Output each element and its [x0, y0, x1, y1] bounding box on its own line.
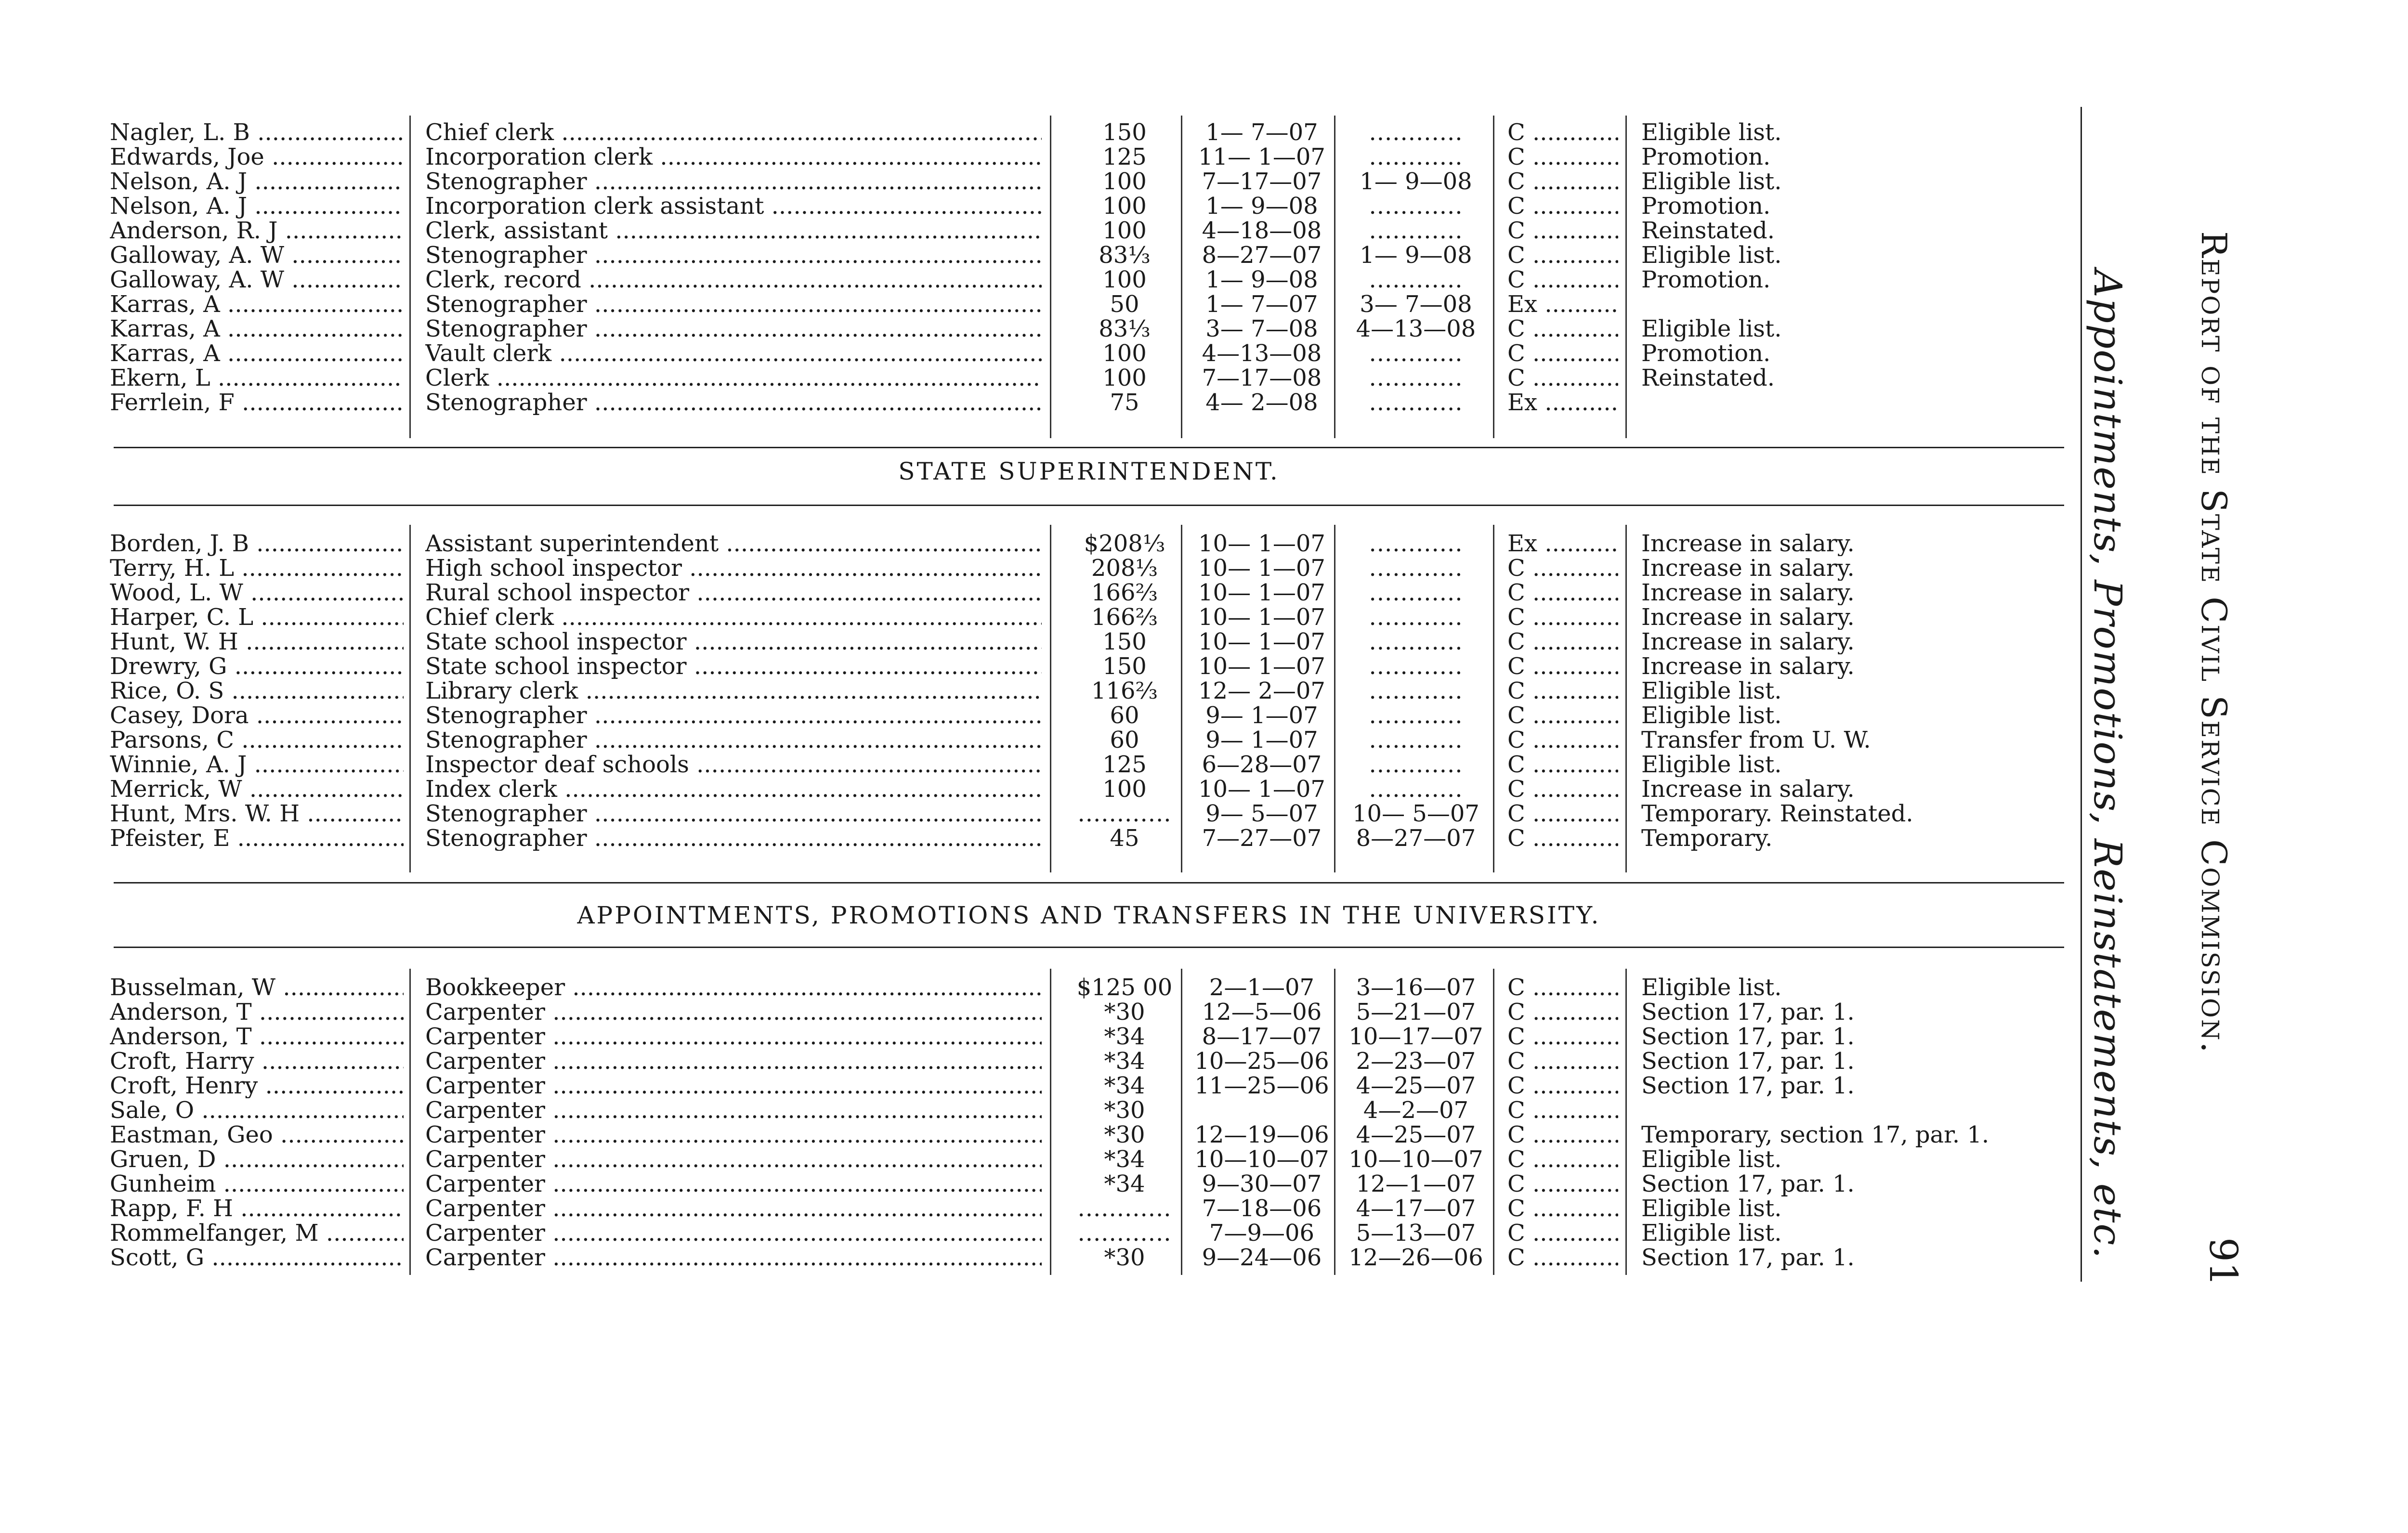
end-date	[1344, 581, 1488, 605]
salary-value: 166⅔	[1091, 605, 1158, 630]
remarks-text: Increase in salary.	[1641, 654, 1855, 679]
column-separator	[1625, 116, 1627, 438]
salary-value: 83⅓	[1099, 317, 1151, 341]
remarks-text: Increase in salary.	[1641, 581, 1855, 605]
remarks-text: Eligible list.	[1641, 679, 1782, 703]
effective-date: 7—17—07	[1202, 169, 1322, 194]
column-separator	[1334, 969, 1335, 1275]
effective-date: 11— 1—07	[1198, 145, 1325, 169]
end-date	[1344, 532, 1488, 556]
position-title: Carpenter .....	[425, 1025, 1042, 1049]
status-code: C .....	[1507, 145, 1618, 169]
remarks-text: Section 17, par. 1.	[1641, 1246, 1855, 1270]
position-title: Incorporation clerk assistant .....	[425, 194, 1042, 219]
employee-name: Galloway, A. W .....	[110, 243, 404, 268]
end-date	[1344, 366, 1488, 390]
column-separator	[1493, 525, 1494, 872]
remarks-text: Eligible list.	[1641, 1196, 1782, 1221]
status-code: Ex .....	[1507, 390, 1618, 415]
end-date: 1— 9—08	[1360, 243, 1472, 268]
employee-name: Borden, J. B .....	[110, 532, 404, 556]
remarks-text: Temporary, section 17, par. 1.	[1641, 1123, 1989, 1147]
end-date: 12—26—06	[1348, 1246, 1483, 1270]
status-code: C .....	[1507, 120, 1618, 145]
status-code: C .....	[1507, 169, 1618, 194]
employee-name: Anderson, R. J .....	[110, 219, 404, 243]
position-title: Library clerk .....	[425, 679, 1042, 703]
remarks-text: Promotion.	[1641, 194, 1771, 219]
end-date	[1344, 703, 1488, 728]
status-code: C .....	[1507, 1074, 1618, 1098]
effective-date: 1— 7—07	[1205, 292, 1318, 317]
column-separator	[1050, 525, 1051, 872]
column-separator	[1334, 525, 1335, 872]
end-date: 4—17—07	[1356, 1196, 1476, 1221]
remarks-text: Increase in salary.	[1641, 630, 1855, 654]
end-date	[1344, 219, 1488, 243]
remarks-text: Section 17, par. 1.	[1641, 1074, 1855, 1098]
salary-value: *30	[1104, 1000, 1145, 1025]
salary-value: 125	[1102, 145, 1147, 169]
employee-name: Karras, A .....	[110, 292, 404, 317]
remarks-text: Temporary. Reinstated.	[1641, 802, 1913, 826]
employee-name: Anderson, T .....	[110, 1025, 404, 1049]
remarks-text: Section 17, par. 1.	[1641, 1025, 1855, 1049]
position-title: Stenographer .....	[425, 292, 1042, 317]
status-code: C .....	[1507, 366, 1618, 390]
salary-value: 45	[1110, 826, 1139, 851]
employee-name: Parsons, C .....	[110, 728, 404, 753]
employee-name: Karras, A .....	[110, 341, 404, 366]
divider	[114, 947, 2064, 948]
end-date	[1344, 679, 1488, 703]
effective-date: 9—30—07	[1202, 1172, 1322, 1196]
employee-name: Galloway, A. W .....	[110, 268, 404, 292]
status-code: C .....	[1507, 703, 1618, 728]
remarks-text: Eligible list.	[1641, 703, 1782, 728]
status-code: C .....	[1507, 1196, 1618, 1221]
employee-name: Sale, O .....	[110, 1098, 404, 1123]
employee-name: Eastman, Geo .....	[110, 1123, 404, 1147]
effective-date: 7—17—08	[1202, 366, 1322, 390]
status-code: C .....	[1507, 556, 1618, 581]
effective-date: 7—18—06	[1202, 1196, 1322, 1221]
position-title: State school inspector .....	[425, 630, 1042, 654]
status-code: C .....	[1507, 1147, 1618, 1172]
column-separator	[1625, 525, 1627, 872]
effective-date: 1— 9—08	[1205, 194, 1318, 219]
effective-date: 10— 1—07	[1198, 605, 1325, 630]
end-date	[1344, 390, 1488, 415]
remarks-text: Eligible list.	[1641, 1147, 1782, 1172]
remarks-text: Reinstated.	[1641, 219, 1775, 243]
effective-date: 9— 5—07	[1205, 802, 1318, 826]
position-title: Chief clerk .....	[425, 605, 1042, 630]
remarks-text: Eligible list.	[1641, 317, 1782, 341]
salary-value: 100	[1102, 341, 1147, 366]
effective-date: 12—5—06	[1202, 1000, 1322, 1025]
status-code: C .....	[1507, 581, 1618, 605]
employee-name: Winnie, A. J .....	[110, 753, 404, 777]
end-date	[1344, 341, 1488, 366]
position-title: Carpenter .....	[425, 1123, 1042, 1147]
position-title: Carpenter .....	[425, 1196, 1042, 1221]
status-code: C .....	[1507, 1098, 1618, 1123]
effective-date: 1— 7—07	[1205, 120, 1318, 145]
position-title: State school inspector .....	[425, 654, 1042, 679]
effective-date: 10— 1—07	[1198, 581, 1325, 605]
employee-name: Hunt, Mrs. W. H .....	[110, 802, 404, 826]
status-code: C .....	[1507, 1221, 1618, 1246]
remarks-text: Section 17, par. 1.	[1641, 1000, 1855, 1025]
effective-date: 9— 1—07	[1205, 703, 1318, 728]
salary-value: 150	[1102, 120, 1147, 145]
page-edge-rule	[2081, 107, 2082, 1282]
column-separator	[1334, 116, 1335, 438]
end-date: 4—25—07	[1356, 1074, 1476, 1098]
remarks-text: Eligible list.	[1641, 1221, 1782, 1246]
salary-value: 100	[1102, 169, 1147, 194]
employee-name: Croft, Harry .....	[110, 1049, 404, 1074]
status-code: C .....	[1507, 194, 1618, 219]
salary-value: 60	[1110, 703, 1139, 728]
employee-name: Pfeister, E .....	[110, 826, 404, 851]
end-date: 2—23—07	[1356, 1049, 1476, 1074]
end-date: 3—16—07	[1356, 975, 1476, 1000]
remarks-text: Section 17, par. 1.	[1641, 1172, 1855, 1196]
effective-date: 10—25—06	[1194, 1049, 1329, 1074]
status-code: C .....	[1507, 777, 1618, 802]
employee-name: Merrick, W .....	[110, 777, 404, 802]
employee-name: Wood, L. W .....	[110, 581, 404, 605]
employee-name: Ferrlein, F .....	[110, 390, 404, 415]
remarks-text: Eligible list.	[1641, 120, 1782, 145]
employee-name: Terry, H. L .....	[110, 556, 404, 581]
position-title: Carpenter .....	[425, 1074, 1042, 1098]
remarks-text: Transfer from U. W.	[1641, 728, 1871, 753]
position-title: Vault clerk .....	[425, 341, 1042, 366]
end-date: 1— 9—08	[1360, 169, 1472, 194]
position-title: Incorporation clerk .....	[425, 145, 1042, 169]
section-title: APPOINTMENTS, PROMOTIONS AND TRANSFERS IN THE UNIVERSITY.	[577, 901, 1601, 929]
effective-date: 8—17—07	[1202, 1025, 1322, 1049]
effective-date: 4—13—08	[1202, 341, 1322, 366]
effective-date: 11—25—06	[1194, 1074, 1329, 1098]
end-date	[1344, 194, 1488, 219]
remarks-text: Promotion.	[1641, 145, 1771, 169]
end-date	[1344, 654, 1488, 679]
remarks-text: Increase in salary.	[1641, 777, 1855, 802]
end-date: 4—13—08	[1356, 317, 1476, 341]
effective-date: 12—19—06	[1194, 1123, 1329, 1147]
end-date: 10—17—07	[1348, 1025, 1483, 1049]
salary-value: *34	[1104, 1147, 1145, 1172]
salary-value: 100	[1102, 366, 1147, 390]
effective-date: 4—18—08	[1202, 219, 1322, 243]
employee-name: Hunt, W. H .....	[110, 630, 404, 654]
divider	[114, 447, 2064, 448]
effective-date: 6—28—07	[1202, 753, 1322, 777]
divider	[114, 882, 2064, 883]
status-code: C .....	[1507, 1246, 1618, 1270]
employee-name: Rapp, F. H .....	[110, 1196, 404, 1221]
employee-name: Nagler, L. B .....	[110, 120, 404, 145]
employee-name: Rommelfanger, M .....	[110, 1221, 404, 1246]
status-code: C .....	[1507, 243, 1618, 268]
status-code: C .....	[1507, 679, 1618, 703]
remarks-text: Increase in salary.	[1641, 532, 1855, 556]
effective-date: 2—1—07	[1209, 975, 1315, 1000]
position-title: Inspector deaf schools .....	[425, 753, 1042, 777]
status-code: C .....	[1507, 802, 1618, 826]
salary-value: $208⅓	[1084, 532, 1165, 556]
salary-value: 125	[1102, 753, 1147, 777]
end-date: 5—13—07	[1356, 1221, 1476, 1246]
employee-name: Gunheim .....	[110, 1172, 404, 1196]
column-separator	[1050, 116, 1051, 438]
end-date	[1344, 268, 1488, 292]
position-title: Stenographer .....	[425, 390, 1042, 415]
remarks-text: Eligible list.	[1641, 169, 1782, 194]
remarks-text: Section 17, par. 1.	[1641, 1049, 1855, 1074]
end-date	[1344, 556, 1488, 581]
end-date: 10— 5—07	[1352, 802, 1479, 826]
salary-value: *30	[1104, 1123, 1145, 1147]
remarks-text: Eligible list.	[1641, 753, 1782, 777]
employee-name: Nelson, A. J .....	[110, 194, 404, 219]
position-title: Stenographer .....	[425, 728, 1042, 753]
end-date	[1344, 145, 1488, 169]
position-title: Assistant superintendent .....	[425, 532, 1042, 556]
salary-value: *34	[1104, 1172, 1145, 1196]
status-code: C .....	[1507, 1000, 1618, 1025]
position-title: Clerk, record .....	[425, 268, 1042, 292]
status-code: C .....	[1507, 219, 1618, 243]
status-code: C .....	[1507, 1025, 1618, 1049]
position-title: High school inspector .....	[425, 556, 1042, 581]
status-code: C .....	[1507, 975, 1618, 1000]
salary-value: *30	[1104, 1246, 1145, 1270]
salary-value: $125 00	[1076, 975, 1173, 1000]
end-date	[1344, 630, 1488, 654]
end-date: 4—2—07	[1363, 1098, 1469, 1123]
employee-name: Anderson, T .....	[110, 1000, 404, 1025]
employee-name: Karras, A .....	[110, 317, 404, 341]
position-title: Chief clerk .....	[425, 120, 1042, 145]
salary-value: *30	[1104, 1098, 1145, 1123]
position-title: Carpenter .....	[425, 1049, 1042, 1074]
salary-value: *34	[1104, 1025, 1145, 1049]
salary-value	[1060, 802, 1190, 826]
column-separator	[1493, 969, 1494, 1275]
end-date	[1344, 605, 1488, 630]
effective-date: 12— 2—07	[1198, 679, 1325, 703]
salary-value: 116⅔	[1091, 679, 1158, 703]
status-code: C .....	[1507, 728, 1618, 753]
end-date: 12—1—07	[1356, 1172, 1476, 1196]
employee-name: Rice, O. S .....	[110, 679, 404, 703]
effective-date: 10— 1—07	[1198, 532, 1325, 556]
salary-value: 100	[1102, 219, 1147, 243]
remarks-text: Promotion.	[1641, 268, 1771, 292]
salary-value: 83⅓	[1099, 243, 1151, 268]
page-subtitle: Appointments, Promotions, Reinstatements, etc.	[2085, 270, 2130, 1260]
section-title: STATE SUPERINTENDENT.	[898, 457, 1280, 485]
employee-name: Gruen, D .....	[110, 1147, 404, 1172]
effective-date: 10— 1—07	[1198, 654, 1325, 679]
position-title: Clerk .....	[425, 366, 1042, 390]
position-title: Carpenter .....	[425, 1246, 1042, 1270]
column-separator	[1493, 116, 1494, 438]
position-title: Clerk, assistant .....	[425, 219, 1042, 243]
status-code: C .....	[1507, 1049, 1618, 1074]
employee-name: Busselman, W .....	[110, 975, 404, 1000]
effective-date: 9—24—06	[1202, 1246, 1322, 1270]
end-date: 8—27—07	[1356, 826, 1476, 851]
position-title: Stenographer .....	[425, 243, 1042, 268]
employee-name: Nelson, A. J .....	[110, 169, 404, 194]
column-separator	[409, 525, 411, 872]
salary-value: 75	[1110, 390, 1139, 415]
employee-name: Edwards, Joe .....	[110, 145, 404, 169]
effective-date: 10— 1—07	[1198, 777, 1325, 802]
salary-value: 208⅓	[1091, 556, 1158, 581]
status-code: C .....	[1507, 1123, 1618, 1147]
employee-name: Scott, G .....	[110, 1246, 404, 1270]
effective-date: 10—10—07	[1194, 1147, 1329, 1172]
remarks-text: Promotion.	[1641, 341, 1771, 366]
column-separator	[1625, 969, 1627, 1275]
position-title: Carpenter .....	[425, 1172, 1042, 1196]
position-title: Stenographer .....	[425, 703, 1042, 728]
salary-value: 50	[1110, 292, 1139, 317]
remarks-text: Reinstated.	[1641, 366, 1775, 390]
status-code: C .....	[1507, 826, 1618, 851]
effective-date: 8—27—07	[1202, 243, 1322, 268]
salary-value: 150	[1102, 654, 1147, 679]
status-code: C .....	[1507, 1172, 1618, 1196]
end-date: 5—21—07	[1356, 1000, 1476, 1025]
end-date: 10—10—07	[1348, 1147, 1483, 1172]
remarks-text: Eligible list.	[1641, 975, 1782, 1000]
end-date	[1344, 753, 1488, 777]
remarks-text: Increase in salary.	[1641, 605, 1855, 630]
salary-value: 60	[1110, 728, 1139, 753]
remarks-text: Increase in salary.	[1641, 556, 1855, 581]
report-title: Report of the State Civil Service Commission.	[2194, 231, 2234, 1054]
position-title: Carpenter .....	[425, 1147, 1042, 1172]
employee-name: Drewry, G .....	[110, 654, 404, 679]
page-number: 91	[2201, 1237, 2246, 1286]
column-separator	[1050, 969, 1051, 1275]
salary-value: *34	[1104, 1074, 1145, 1098]
position-title: Stenographer .....	[425, 169, 1042, 194]
column-separator	[409, 116, 411, 438]
end-date	[1344, 728, 1488, 753]
effective-date: 7—9—06	[1209, 1221, 1315, 1246]
divider	[114, 505, 2064, 506]
status-code: Ex .....	[1507, 532, 1618, 556]
effective-date: 1— 9—08	[1205, 268, 1318, 292]
status-code: C .....	[1507, 605, 1618, 630]
employee-name: Casey, Dora .....	[110, 703, 404, 728]
salary-value: 100	[1102, 194, 1147, 219]
position-title: Stenographer .....	[425, 317, 1042, 341]
effective-date: 10— 1—07	[1198, 630, 1325, 654]
status-code: C .....	[1507, 753, 1618, 777]
salary-value	[1060, 1196, 1190, 1221]
employee-name: Harper, C. L .....	[110, 605, 404, 630]
status-code: Ex .....	[1507, 292, 1618, 317]
salary-value	[1060, 1221, 1190, 1246]
position-title: Carpenter .....	[425, 1000, 1042, 1025]
remarks-text: Eligible list.	[1641, 243, 1782, 268]
position-title: Index clerk .....	[425, 777, 1042, 802]
end-date: 3— 7—08	[1360, 292, 1472, 317]
position-title: Carpenter .....	[425, 1221, 1042, 1246]
position-title: Rural school inspector .....	[425, 581, 1042, 605]
employee-name: Croft, Henry .....	[110, 1074, 404, 1098]
salary-value: *34	[1104, 1049, 1145, 1074]
salary-value: 100	[1102, 268, 1147, 292]
effective-date: 10— 1—07	[1198, 556, 1325, 581]
effective-date: 7—27—07	[1202, 826, 1322, 851]
end-date	[1344, 777, 1488, 802]
status-code: C .....	[1507, 268, 1618, 292]
effective-date: 3— 7—08	[1205, 317, 1318, 341]
position-title: Stenographer .....	[425, 802, 1042, 826]
position-title: Carpenter .....	[425, 1098, 1042, 1123]
salary-value: 150	[1102, 630, 1147, 654]
status-code: C .....	[1507, 317, 1618, 341]
salary-value: 100	[1102, 777, 1147, 802]
position-title: Bookkeeper .....	[425, 975, 1042, 1000]
column-separator	[409, 969, 411, 1275]
effective-date: 9— 1—07	[1205, 728, 1318, 753]
status-code: C .....	[1507, 630, 1618, 654]
effective-date: 4— 2—08	[1205, 390, 1318, 415]
end-date: 4—25—07	[1356, 1123, 1476, 1147]
employee-name: Ekern, L .....	[110, 366, 404, 390]
status-code: C .....	[1507, 654, 1618, 679]
status-code: C .....	[1507, 341, 1618, 366]
end-date	[1344, 120, 1488, 145]
remarks-text: Temporary.	[1641, 826, 1773, 851]
position-title: Stenographer .....	[425, 826, 1042, 851]
salary-value: 166⅔	[1091, 581, 1158, 605]
